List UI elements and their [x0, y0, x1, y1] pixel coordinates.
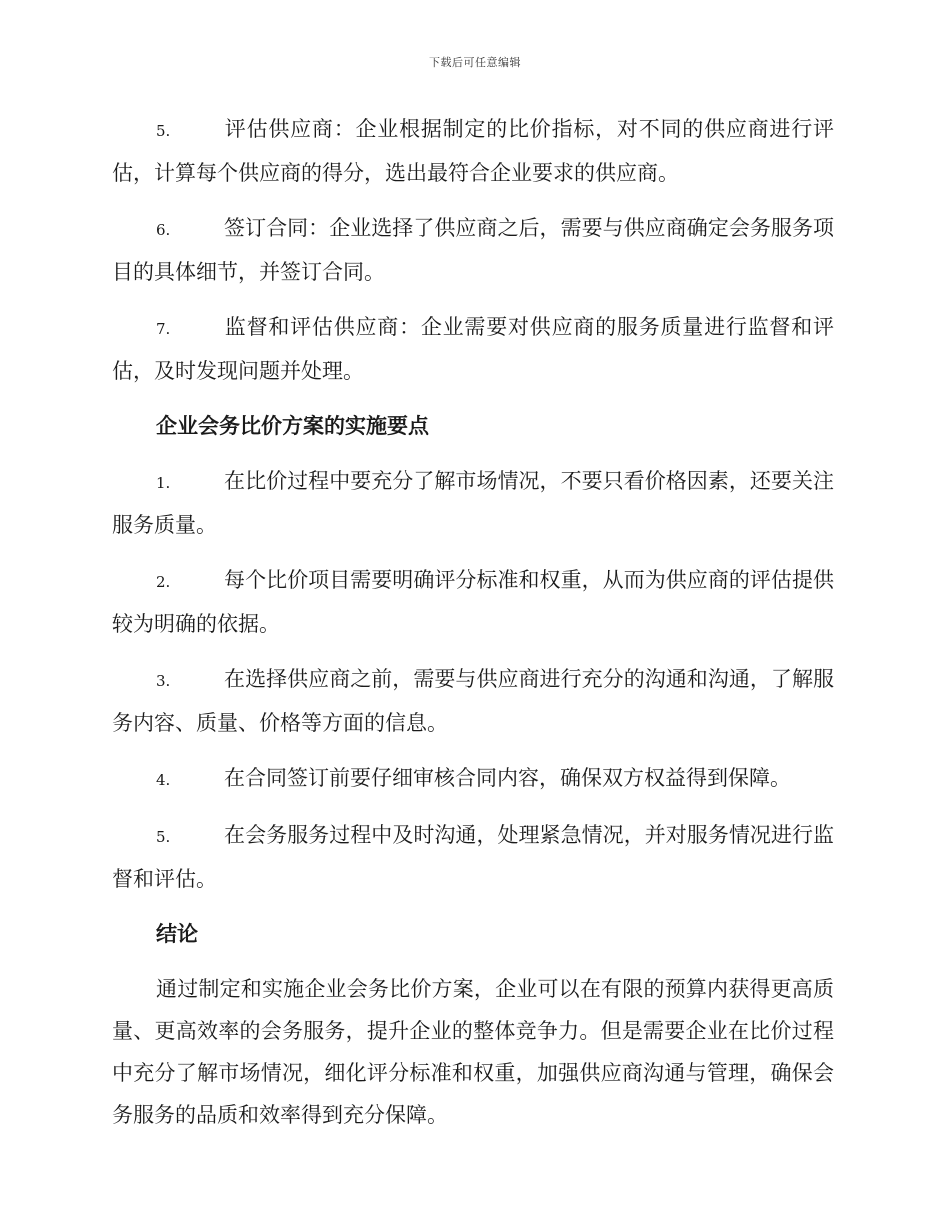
list-item-text: 每个比价项目需要明确评分标准和权重，从而为供应商的评估提供较为明确的依据。 [112, 568, 834, 636]
list-item-point-3 [112, 658, 834, 744]
list-item-text: 在合同签订前要仔细审核合同内容，确保双方权益得到保障。 [224, 766, 791, 790]
list-item-number: 5. [156, 828, 171, 846]
list-item-text: 评估供应商：企业根据制定的比价指标，对不同的供应商进行评估，计算每个供应商的得分，选出最符合企业要求的供应商。 [112, 117, 834, 185]
list-item-text: 在选择供应商之前，需要与供应商进行充分的沟通和沟通，了解服务内容、质量、价格等方面的信息。 [112, 667, 834, 735]
conclusion-paragraph: 通过制定和实施企业会务比价方案，企业可以在有限的预算内获得更高质量、更高效率的会务服务，提升企业的整体竞争力。但是需要企业在比价过程中充分了解市场情况，细化评分标准和权重，加强供应商沟通与管理，确保会务服务的品质和效率得到充分保障。 [112, 977, 834, 1127]
list-item-number: 4. [156, 771, 171, 789]
list-item-text: 在比价过程中要充分了解市场情况，不要只看价格因素，还要关注服务质量。 [112, 469, 834, 537]
list-item-text: 签订合同：企业选择了供应商之后，需要与供应商确定会务服务项目的具体细节，并签订合同。 [112, 216, 834, 284]
section-heading-key-points: 企业会务比价方案的实施要点 [156, 413, 429, 438]
list-item-text: 在会务服务过程中及时沟通，处理紧急情况，并对服务情况进行监督和评估。 [112, 823, 834, 891]
list-item-number: 3. [156, 672, 171, 690]
list-item-number: 7. [156, 320, 171, 338]
list-item-point-1 [112, 460, 834, 546]
list-item-text: 监督和评估供应商：企业需要对供应商的服务质量进行监督和评估，及时发现问题并处理。 [112, 315, 834, 383]
list-item-step-5 [112, 108, 834, 194]
list-item-point-2 [112, 559, 834, 645]
list-item-number: 5. [156, 122, 171, 140]
header-note: 下载后可任意编辑 [429, 56, 521, 69]
list-item-step-6 [112, 207, 834, 293]
list-item-number: 1. [156, 474, 171, 492]
document-body [112, 108, 834, 1136]
list-item-number: 2. [156, 573, 171, 591]
section-heading-conclusion: 结论 [156, 921, 198, 946]
list-item-number: 6. [156, 221, 171, 239]
list-item-point-5 [112, 814, 834, 900]
list-item-step-7 [112, 306, 834, 392]
list-item-point-4 [112, 757, 834, 801]
